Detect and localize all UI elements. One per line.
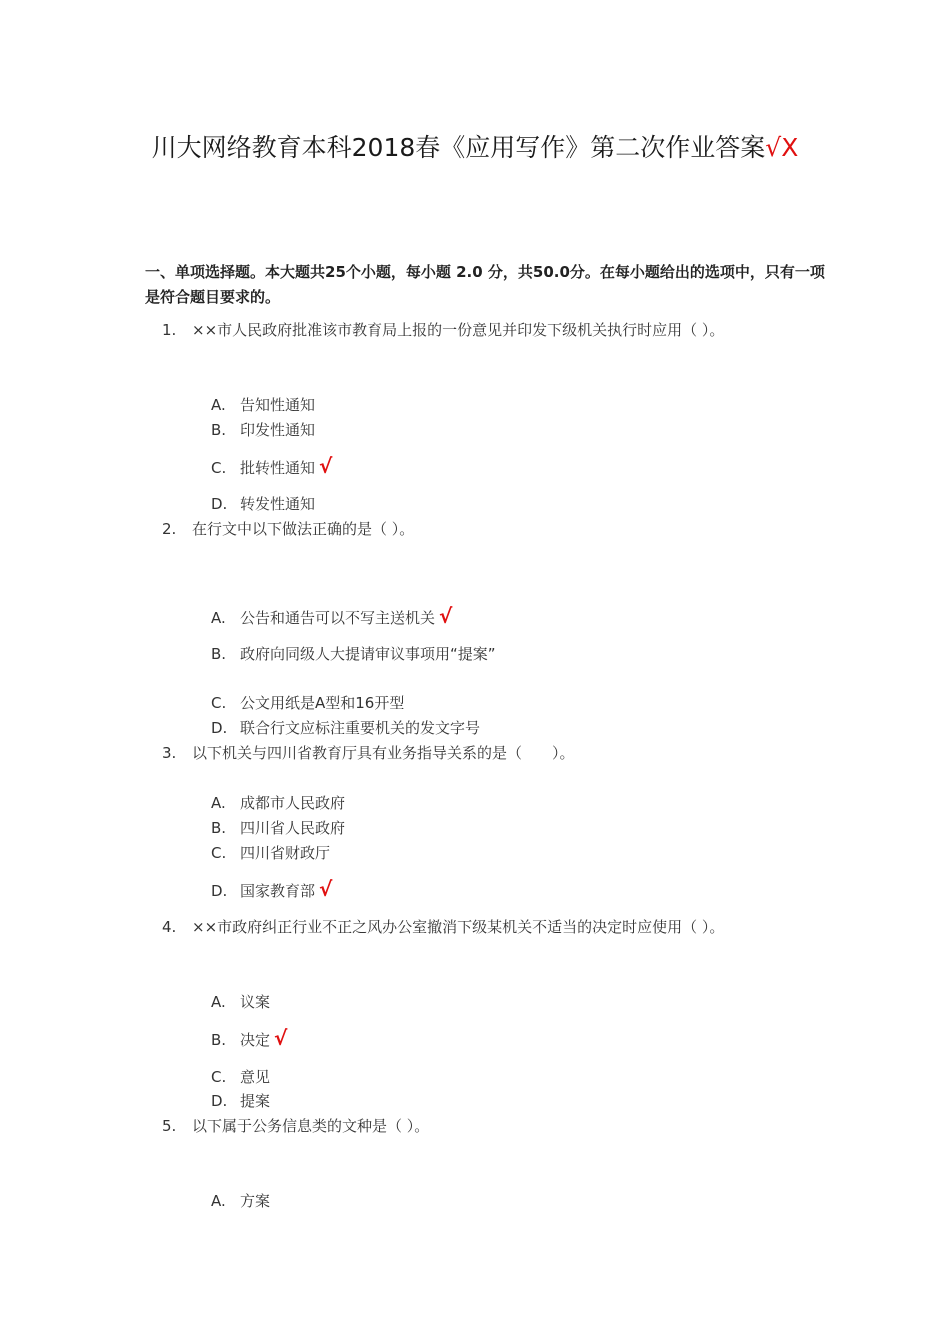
option-2c [211,692,404,713]
option-letter: B. [211,421,227,439]
option-4c [211,1066,270,1087]
option-letter: D. [211,1092,228,1110]
option-text: 议案 [240,993,271,1011]
question-number: 1. [162,321,177,339]
section-heading: 一、单项选择题。本大题共25个小题，每小题 2.0 分，共50.0分。在每小题给出的选项中，只有一项是符合题目要求的。 [145,263,825,306]
option-4d [211,1090,270,1111]
option-text: 公告和通告可以不写主送机关 [240,609,436,627]
question-text: ××市人民政府批准该市教育局上报的一份意见并印发下级机关执行时应用（ ）。 [192,321,725,339]
option-letter: A. [211,993,226,1011]
question-2 [162,518,414,539]
option-letter: D. [211,719,228,737]
option-text: 转发性通知 [240,495,316,513]
option-1c [211,454,332,478]
option-text: 四川省人民政府 [240,819,346,837]
check-mark-icon: √ [319,877,333,901]
option-text: 批转性通知 [240,459,316,477]
option-letter: C. [211,1068,227,1086]
question-1 [162,319,724,340]
option-text: 联合行文应标注重要机关的发文字号 [240,719,481,737]
option-3c [211,842,330,863]
option-letter: A. [211,794,226,812]
option-1d [211,493,315,514]
option-letter: B. [211,1031,227,1049]
option-letter: C. [211,694,227,712]
option-letter: D. [211,495,228,513]
question-text: ××市政府纠正行业不正之风办公室撤消下级某机关不适当的决定时应使用（ ）。 [192,918,725,936]
check-mark-icon: √ [274,1026,288,1050]
question-number: 3. [162,744,177,762]
question-text: 以下属于公务信息类的文种是（ ）。 [192,1117,430,1135]
option-letter: B. [211,819,227,837]
option-text: 决定 [240,1031,271,1049]
question-number: 2. [162,520,177,538]
option-5a [211,1190,270,1211]
option-2b [211,643,496,664]
option-3a [211,792,345,813]
question-3 [162,742,575,763]
option-2d [211,717,480,738]
option-letter: B. [211,645,227,663]
page-title [0,128,950,164]
question-number: 4. [162,918,177,936]
option-3b [211,817,345,838]
option-text: 提案 [240,1092,271,1110]
title-text: 川大网络教育本科2018春《应用写作》第二次作业答案 [151,133,766,162]
option-letter: A. [211,609,226,627]
option-letter: D. [211,882,228,900]
option-2a [211,604,452,628]
question-4 [162,916,724,937]
option-letter: A. [211,1192,226,1210]
question-text: 以下机关与四川省教育厅具有业务指导关系的是（ ）。 [192,744,575,762]
option-text: 公文用纸是A型和16开型 [240,694,405,712]
question-number: 5. [162,1117,177,1135]
title-marks: √X [765,133,799,162]
option-3d [211,877,332,901]
check-mark-icon: √ [439,604,453,628]
option-letter: C. [211,844,227,862]
option-text: 政府向同级人大提请审议事项用“提案” [240,645,496,663]
option-letter: C. [211,459,227,477]
option-text: 意见 [240,1068,271,1086]
option-text: 方案 [240,1192,271,1210]
option-4b [211,1026,287,1050]
option-letter: A. [211,396,226,414]
option-text: 成都市人民政府 [240,794,346,812]
option-1b [211,419,315,440]
option-text: 四川省财政厅 [240,844,331,862]
option-text: 告知性通知 [240,396,316,414]
question-text: 在行文中以下做法正确的是（ ）。 [192,520,415,538]
question-5 [162,1115,429,1136]
option-4a [211,991,270,1012]
check-mark-icon: √ [319,454,333,478]
option-1a [211,394,315,415]
option-text: 印发性通知 [240,421,316,439]
option-text: 国家教育部 [240,882,316,900]
